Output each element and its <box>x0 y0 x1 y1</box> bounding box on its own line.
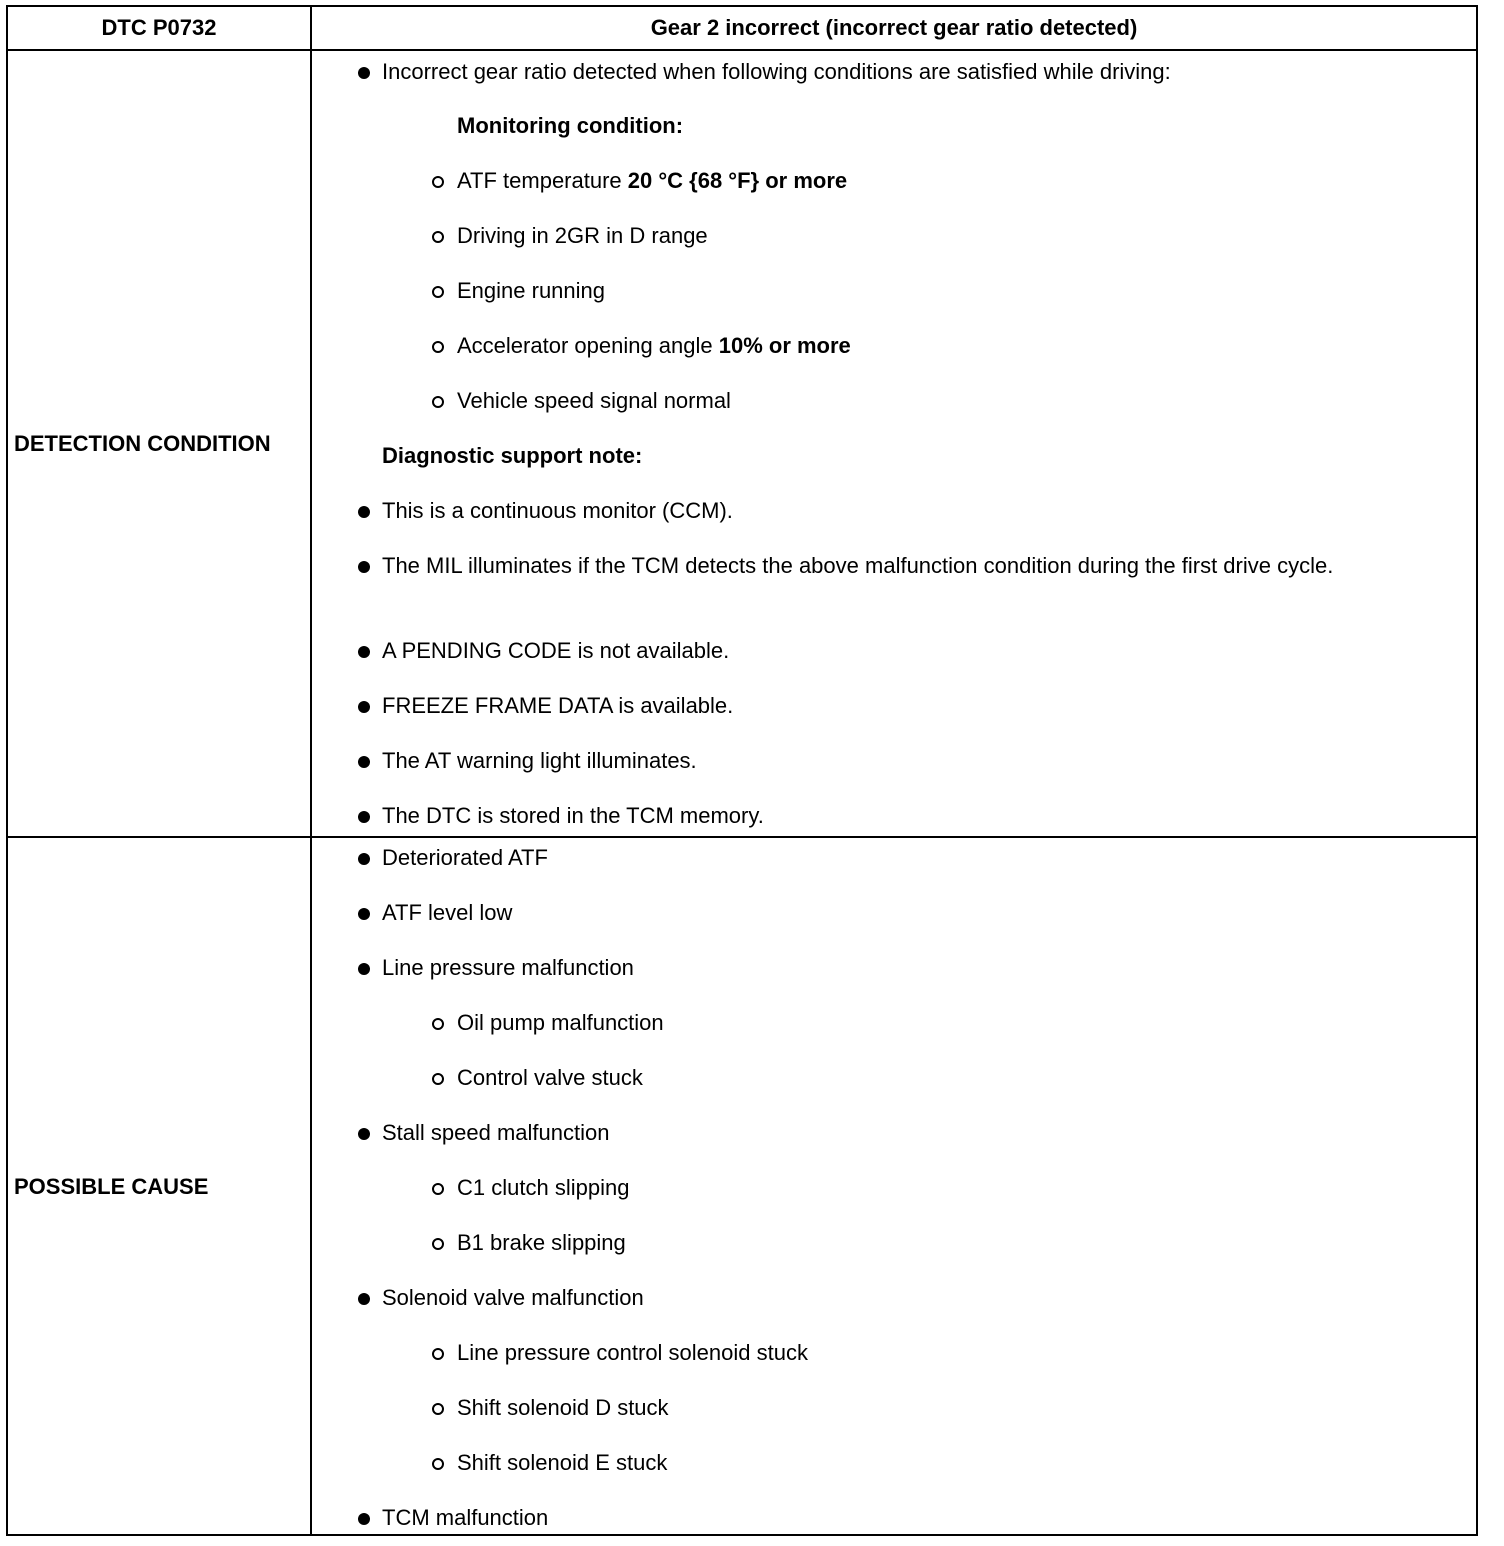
circle-bullet-icon <box>432 1403 444 1415</box>
condition-vehicle-speed: Vehicle speed signal normal <box>457 388 731 413</box>
cause-subitem: Line pressure control solenoid stuck <box>457 1340 808 1365</box>
note-item: The AT warning light illuminates. <box>382 748 697 773</box>
circle-bullet-icon <box>432 231 444 243</box>
bullet-icon <box>358 811 370 823</box>
cause-subitem: Shift solenoid D stuck <box>457 1395 669 1420</box>
circle-bullet-icon <box>432 176 444 188</box>
detection-condition-label: DETECTION CONDITION <box>14 430 271 456</box>
circle-bullet-icon <box>432 286 444 298</box>
cause-item: Stall speed malfunction <box>382 1120 610 1145</box>
bullet-icon <box>358 1128 370 1140</box>
dtc-title: Gear 2 incorrect (incorrect gear ratio detected) <box>650 15 1138 40</box>
cause-subitem: B1 brake slipping <box>457 1230 626 1255</box>
cause-item: ATF level low <box>382 900 513 925</box>
cause-item: Line pressure malfunction <box>382 955 634 980</box>
bullet-icon <box>358 506 370 518</box>
bullet-icon <box>358 908 370 920</box>
circle-bullet-icon <box>432 1238 444 1250</box>
bullet-icon <box>358 561 370 573</box>
cause-subitem: Oil pump malfunction <box>457 1010 664 1035</box>
circle-bullet-icon <box>432 396 444 408</box>
bullet-icon <box>358 701 370 713</box>
circle-bullet-icon <box>432 1348 444 1360</box>
cause-item: TCM malfunction <box>382 1505 549 1530</box>
circle-bullet-icon <box>432 1018 444 1030</box>
bullet-icon <box>358 853 370 865</box>
condition-driving: Driving in 2GR in D range <box>457 223 708 248</box>
bullet-icon <box>358 963 370 975</box>
note-item: This is a continuous monitor (CCM). <box>382 498 733 523</box>
support-heading: Diagnostic support note: <box>382 443 643 468</box>
dtc-table <box>6 5 1478 1536</box>
cause-item: Deteriorated ATF <box>382 845 548 870</box>
bullet-icon <box>358 1513 370 1525</box>
column-divider <box>310 7 312 1534</box>
cause-subitem: Control valve stuck <box>457 1065 643 1090</box>
circle-bullet-icon <box>432 1183 444 1195</box>
bullet-icon <box>358 67 370 79</box>
circle-bullet-icon <box>432 1073 444 1085</box>
possible-cause-label: POSSIBLE CAUSE <box>14 1174 209 1199</box>
note-item: A PENDING CODE is not available. <box>382 638 730 663</box>
condition-accelerator: Accelerator opening angle 10% or more <box>457 333 851 358</box>
circle-bullet-icon <box>432 341 444 353</box>
note-item: The MIL illuminates if the TCM detects the above malfunction condition during the first drive cycle. <box>382 553 1334 578</box>
dtc-code: DTC P0732 <box>101 15 217 40</box>
intro-text: Incorrect gear ratio detected when following conditions are satisfied while driving: <box>382 59 1171 84</box>
condition-atf-temperature: ATF temperature 20 °C {68 °F} or more <box>457 168 848 193</box>
cause-item: Solenoid valve malfunction <box>382 1285 644 1310</box>
note-item: FREEZE FRAME DATA is available. <box>382 693 734 718</box>
condition-engine: Engine running <box>457 278 606 303</box>
cause-subitem: C1 clutch slipping <box>457 1175 630 1200</box>
bullet-icon <box>358 756 370 768</box>
bullet-icon <box>358 646 370 658</box>
cause-subitem: Shift solenoid E stuck <box>457 1450 668 1475</box>
monitoring-heading: Monitoring condition: <box>457 113 684 138</box>
bullet-icon <box>358 1293 370 1305</box>
circle-bullet-icon <box>432 1458 444 1470</box>
note-item: The DTC is stored in the TCM memory. <box>382 803 764 828</box>
